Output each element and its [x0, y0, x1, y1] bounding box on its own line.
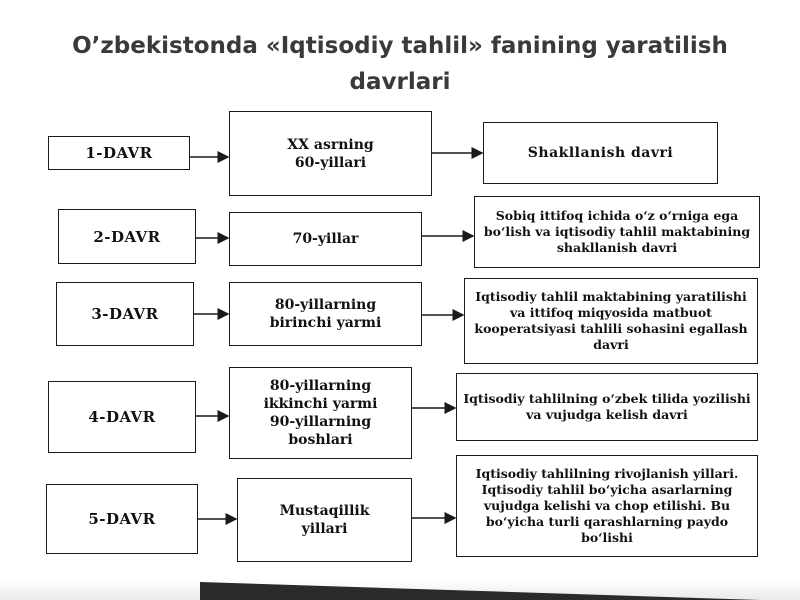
- time-box-5: Mustaqillik yillari: [237, 478, 412, 562]
- period-box-4: 4-DAVR: [48, 381, 196, 453]
- period-box-2: 2-DAVR: [58, 209, 196, 264]
- desc-box-2: Sobiq ittifoq ichida o‘z o‘rniga ega bo‘lish va iqtisodiy tahlil maktabining shakllanish davri: [474, 196, 760, 268]
- desc-box-3: Iqtisodiy tahlil maktabining yaratilishi va ittifoq miqyosida matbuot kooperatsiyasi tahlili sohasini egallash davri: [464, 278, 758, 364]
- time-box-2: 70-yillar: [229, 212, 422, 266]
- period-box-5: 5-DAVR: [46, 484, 198, 554]
- desc-box-1: Shakllanish davri: [483, 122, 718, 184]
- time-box-4: 80-yillarning ikkinchi yarmi 90-yillarning boshlari: [229, 367, 412, 459]
- desc-box-4: Iqtisodiy tahlilning o‘zbek tilida yozilishi va vujudga kelish davri: [456, 373, 758, 441]
- time-box-1: XX asrning 60-yillari: [229, 111, 432, 196]
- desc-box-5: Iqtisodiy tahlilning rivojlanish yillari. Iqtisodiy tahlil bo‘yicha asarlarning vujudga kelishi va chop etilishi. Bu bo‘yicha turli qarashlarning paydo bo‘lishi: [456, 455, 758, 557]
- period-box-1: 1-DAVR: [48, 136, 190, 170]
- time-box-3: 80-yillarning birinchi yarmi: [229, 282, 422, 346]
- page-title: O’zbekistonda «Iqtisodiy tahlil» fanining yaratilish davrlari: [72, 33, 728, 95]
- period-box-3: 3-DAVR: [56, 282, 194, 346]
